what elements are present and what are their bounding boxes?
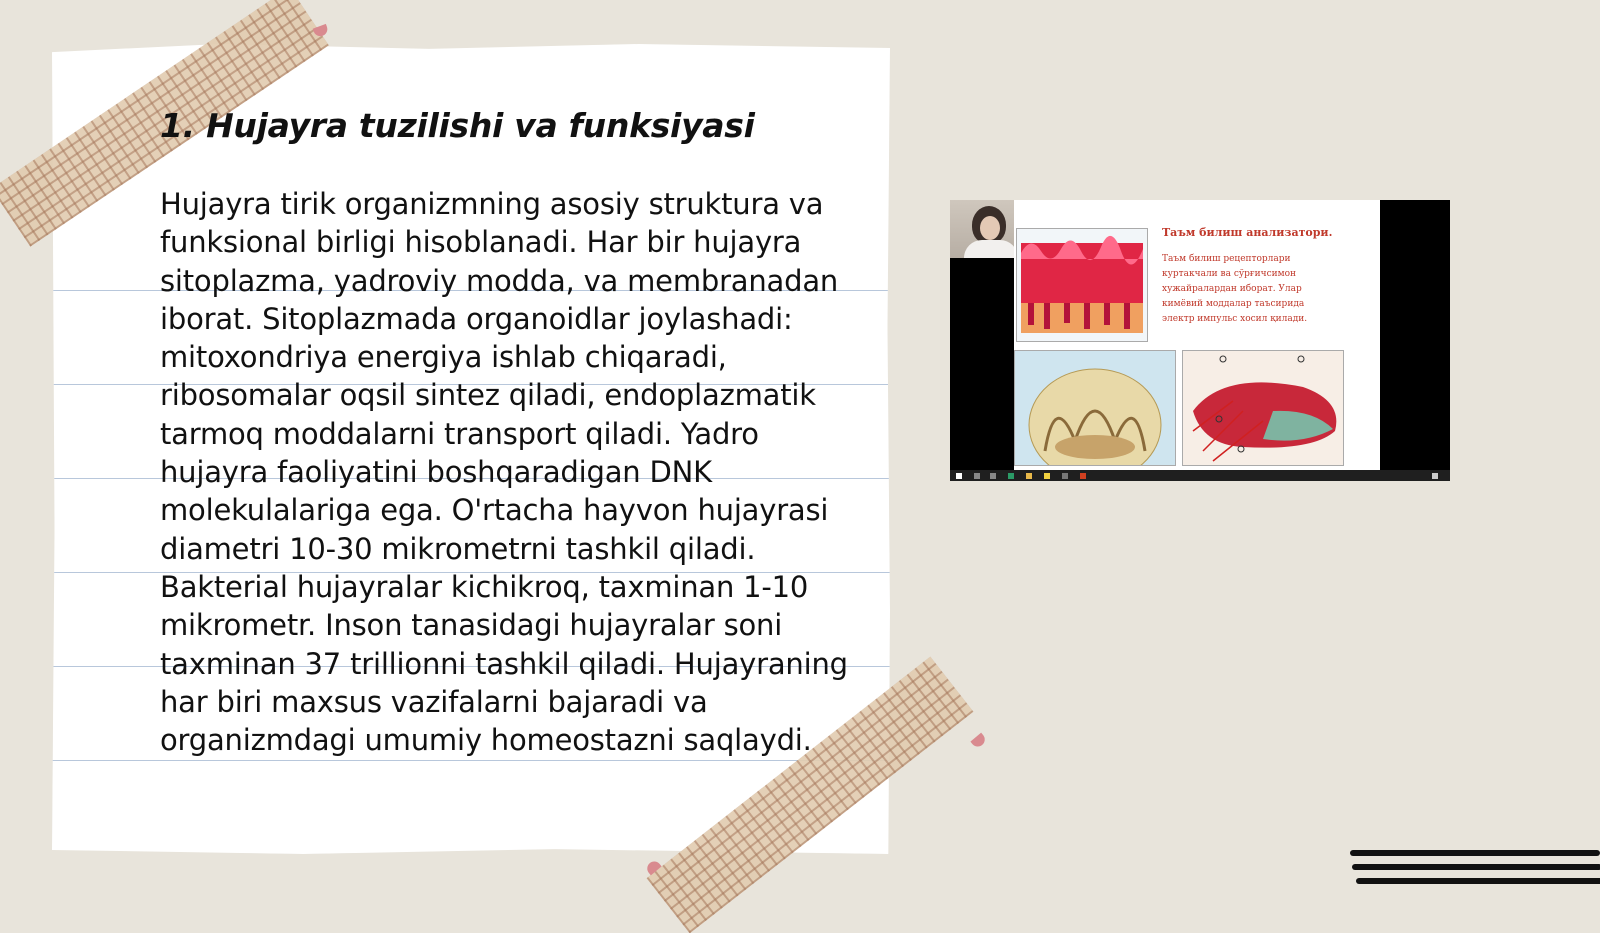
- tissue-illustration: [1017, 229, 1147, 341]
- edge-icon[interactable]: [1008, 473, 1014, 479]
- slide-title: Таъм билиш анализатори.: [1162, 226, 1333, 239]
- ruled-line: [52, 760, 890, 761]
- decorative-stroke: [1350, 850, 1600, 856]
- chrome-icon[interactable]: [1044, 473, 1050, 479]
- windows-taskbar: [950, 470, 1450, 481]
- notification-icon[interactable]: [1432, 473, 1438, 479]
- slide-heading: 1. Hujayra tuzilishi va funksiyasi: [160, 106, 755, 145]
- body-paragraph: Hujayra tirik organizmning asosiy struktura va funksional birligi hisoblanadi. Har bir hujayra sitoplazma, yadroviy modda, va membranadan iborat. Sitoplazmada organoidlar joylashadi: mitoxondriya energiya ishlab chiqaradi, ribosomalar oqsil sintez qiladi, endoplazmatik tarmoq moddalarni transport qiladi. Yadro hujayra faoliyatini boshqaradigan DNK molekulalariga ega. O'rtacha hayvon hujayrasi diametri 10-30 mikrometrni tashkil qiladi. Bakterial hujayralar kichikroq, taxminan 1-10 mikrometr. Inson tanasidagi hujayralar soni taxminan 37 trillionni tashkil qiladi. Hujayraning har biri maxsus vazifalarni bajaradi va organizmdagi umumiy homeostazni saqlaydi.: [160, 187, 848, 758]
- taste-bud-illustration: [1015, 351, 1175, 465]
- app-icon[interactable]: [1062, 473, 1068, 479]
- powerpoint-icon[interactable]: [1080, 473, 1086, 479]
- person-face: [980, 216, 1000, 240]
- slide-caption: Таъм билиш рецепторлари куртакчали ва сўрғичсимон хужайралардан иборат. Улар кимёвий моддалар таъсирида электр импульс хосил қилади.: [1162, 254, 1308, 324]
- tape-tip-right: [970, 733, 987, 750]
- embedded-screenshot: [950, 200, 1450, 481]
- folder-icon[interactable]: [1026, 473, 1032, 479]
- tongue-map-figure: [1182, 350, 1344, 466]
- start-icon[interactable]: [956, 473, 962, 479]
- search-icon[interactable]: [974, 473, 980, 479]
- taste-bud-figure: [1014, 350, 1176, 466]
- person-shoulders: [964, 240, 1018, 258]
- tongue-tissue-figure: [1016, 228, 1148, 342]
- task-view-icon[interactable]: [990, 473, 996, 479]
- decorative-stroke: [1352, 864, 1600, 870]
- tongue-illustration: [1183, 351, 1343, 465]
- decorative-stroke: [1356, 878, 1600, 884]
- lecture-slide: [1014, 200, 1380, 470]
